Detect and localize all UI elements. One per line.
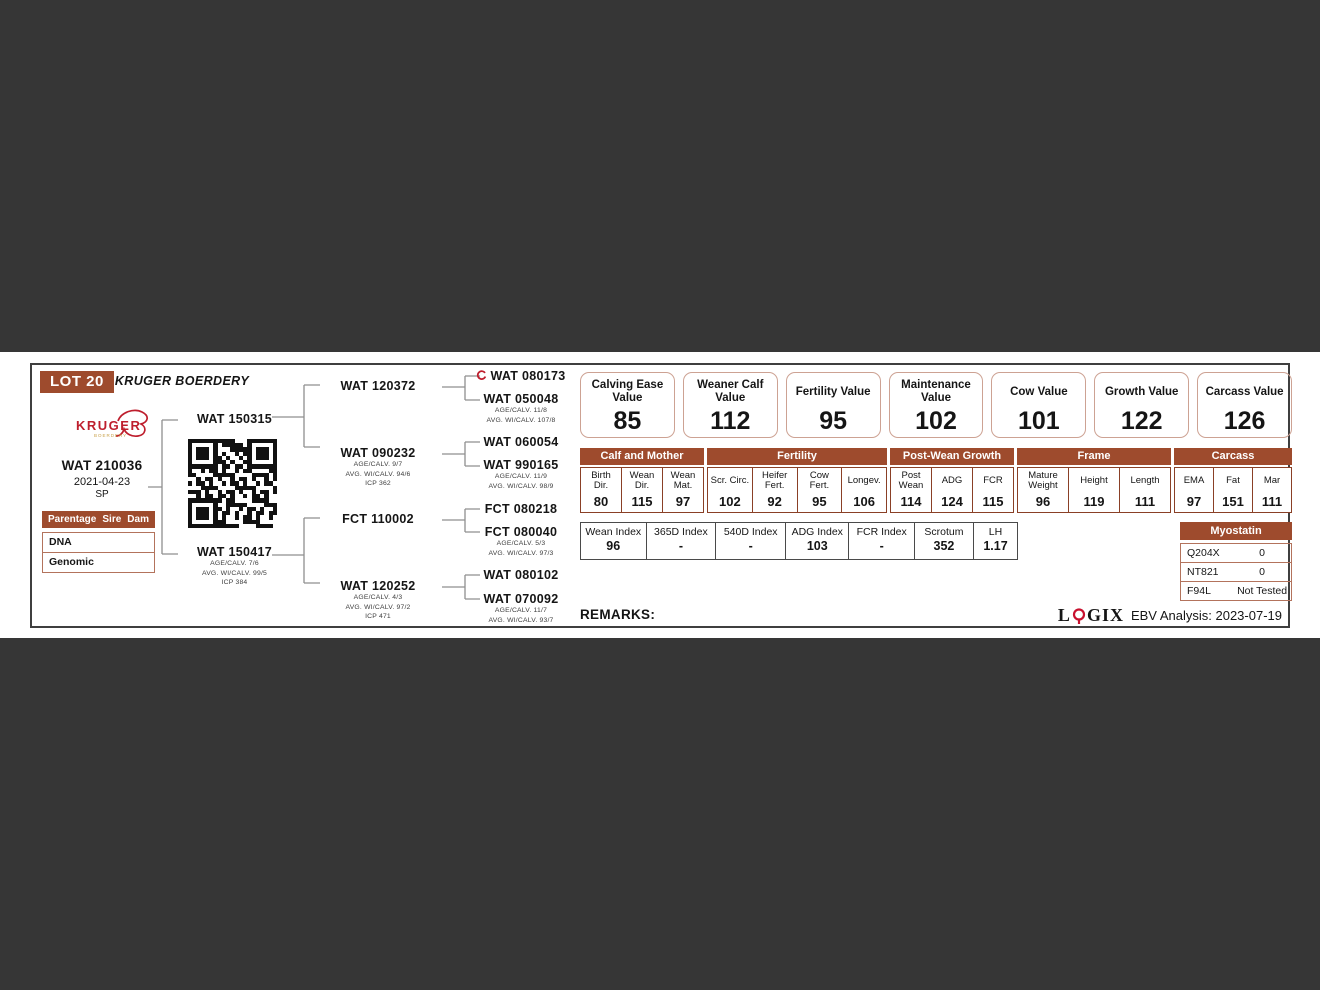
ebv-col-label: Mature Weight [1028,469,1058,491]
ebv-col-label: Fat [1226,474,1240,486]
ebv-group-post-wean-growth [890,448,1014,513]
pedigree-node [456,568,586,582]
animal-stat: AGE/CALV. 4/3 [353,594,403,601]
ebv-col-label: Wean Dir. [629,469,655,491]
ebv-col-value: 97 [675,494,691,509]
index-cell [581,523,647,559]
value-box-label: Fertility Value [795,385,871,398]
ebv-col-value: 119 [1083,494,1105,509]
ebv-col-value: 151 [1222,494,1244,509]
index-value: - [678,539,683,553]
ebv-col [932,468,973,512]
ebv-col-value: 96 [1035,494,1051,509]
animal-id: WAT 120252 [340,579,416,593]
index-value: 103 [806,539,828,553]
ebv-col [581,468,622,512]
animal-stat: AGE/CALV. 11/8 [494,407,548,414]
value-box-value: 112 [710,407,751,435]
parentage-header-label: Parentage [48,514,97,525]
myostatin-gene: F94L [1187,585,1211,597]
value-box-label: Cow Value [1010,385,1068,398]
animal-stat: AVG. WI/CALV. 99/5 [201,569,268,577]
myostatin-gene: Q204X [1187,547,1220,559]
value-box-calving-ease [580,372,675,438]
ebv-col-value: 111 [1134,494,1156,509]
ebv-col [1120,468,1170,512]
animal-stat: AGE/CALV. 7/6 [210,560,259,567]
parentage-header-dam: Dam [127,514,149,525]
animal-stat: AGE/CALV. 11/9 [494,473,548,480]
farm-name: KRUGER BOERDERY [114,374,250,388]
value-box-weaner-calf [683,372,778,438]
value-box-value: 85 [613,407,642,435]
ebv-col [1175,468,1214,512]
kruger-logo [74,405,158,452]
index-label: Wean Index [585,526,642,538]
ebv-analysis-date: EBV Analysis: 2023-07-19 [1130,608,1282,623]
ebv-col-label: Heifer Fert. [761,469,788,491]
index-label: FCR Index [856,526,907,538]
pedigree-node-sire [172,412,297,426]
animal-id: FCT 110002 [342,512,414,526]
ebv-table [580,448,1294,513]
animal-stat: AVG. WI/CALV. 97/2 [345,603,411,611]
index-value: 96 [606,539,621,553]
ebv-col-label: Scr. Circ. [710,474,750,486]
ebv-col-value: 115 [982,494,1004,509]
animal-id: WAT 150315 [196,412,273,426]
ebv-col [663,468,703,512]
pedigree-node [456,502,586,516]
logix-text: L [1057,605,1071,625]
animal-stat: ICP 384 [221,579,248,586]
myostatin-result: 0 [1259,566,1266,578]
animal-stat: AVG. WI/CALV. 93/7 [488,616,554,624]
index-label: LH [988,526,1003,538]
ebv-col-value: 106 [853,494,875,509]
ebv-col-value: 95 [812,494,827,509]
ebv-col-label: Height [1080,474,1108,486]
ebv-col-label: Birth Dir. [591,469,611,491]
myostatin-panel [1180,522,1292,601]
index-cell [849,523,915,559]
animal-birth-date: 2021-04-23 [73,476,131,488]
index-value: - [748,539,753,553]
animal-stat: AGE/CALV. 11/7 [494,607,548,614]
ebv-col [973,468,1013,512]
parentage-row-dna: DNA [43,533,154,553]
myostatin-header: Myostatin [1180,522,1292,540]
footer-right [1058,605,1282,626]
myostatin-row [1181,562,1291,581]
value-box-label: Carcass Value [1205,385,1284,398]
ebv-col-value: 97 [1186,494,1202,509]
index-cell [974,523,1017,559]
value-box-carcass [1197,372,1292,438]
pedigree-node [456,369,586,384]
animal-id: WAT 990165 [483,458,559,472]
index-cell [647,523,717,559]
animal-stat: AGE/CALV. 9/7 [353,461,403,468]
pedigree-node [313,446,443,489]
qr-code [188,439,277,528]
ebv-col [1069,468,1120,512]
animal-id: WAT 060054 [483,435,559,449]
ebv-col-value: 115 [631,494,653,509]
ebv-col-label: Cow Fert. [809,469,830,491]
logix-logo [1058,605,1124,626]
ebv-group-header: Calf and Mother [580,448,704,465]
animal-id: WAT 210036 [61,458,143,473]
value-box-value: 126 [1223,407,1266,435]
ebv-col [1253,468,1291,512]
animal-id: WAT 150417 [196,545,273,559]
ebv-col-label: ADG [941,474,963,486]
logix-o-icon [1072,607,1086,625]
animal-id: WAT 090232 [340,446,416,460]
value-box-row [580,372,1292,438]
ebv-group-calf-and-mother [580,448,704,513]
index-value: 1.17 [983,539,1008,553]
ebv-group-carcass [1174,448,1292,513]
ebv-group-fertility [707,448,887,513]
lot-badge: LOT 20 [40,371,114,393]
index-label: 365D Index [654,526,708,538]
index-cell [716,523,786,559]
ebv-col [753,468,798,512]
value-box-maintenance [889,372,984,438]
index-label: Scrotum [924,526,964,538]
animal-id: WAT 080102 [483,568,559,582]
pedigree-node [456,392,586,425]
index-value: - [879,539,884,553]
ebv-col-label: Length [1130,474,1160,486]
ebv-col-label: Mar [1263,474,1281,486]
ebv-col [1214,468,1253,512]
ebv-col-value: 111 [1261,494,1283,509]
animal-stat: AGE/CALV. 5/3 [496,540,546,547]
value-box-value: 122 [1120,407,1163,435]
animal-id: WAT 070092 [483,592,559,606]
animal-stat: AVG. WI/CALV. 98/9 [488,482,554,490]
logo-text: KRUGER [76,418,142,433]
animal-id: FCT 080218 [484,502,558,516]
myostatin-row [1181,581,1291,600]
pedigree-node [456,458,586,491]
value-box-label: Growth Value [1104,385,1179,398]
ebv-col-label: EMA [1183,474,1205,486]
index-value: 352 [933,539,955,553]
ebv-col [891,468,932,512]
value-box-cow [991,372,1086,438]
value-box-value: 101 [1018,407,1060,435]
ebv-group-header: Carcass [1174,448,1292,465]
ebv-col-label: Wean Mat. [670,469,696,491]
catalog-card [30,363,1290,628]
myostatin-result: Not Tested [1237,585,1288,597]
value-box-label: Calving Ease Value [591,379,664,404]
index-cell [915,523,974,559]
myostatin-gene: NT821 [1187,566,1219,578]
remarks-label: REMARKS: [580,607,656,622]
brand-icon [476,370,487,384]
value-box-value: 95 [819,407,848,435]
myostatin-row [1181,544,1291,562]
parentage-header-sire: Sire [102,514,122,525]
value-box-label: Weaner Calf Value [697,379,764,404]
ebv-col-value: 80 [593,494,609,509]
value-box-growth [1094,372,1189,438]
ebv-col [798,468,843,512]
ebv-col [1018,468,1069,512]
parentage-table [42,511,155,573]
pedigree-node [456,435,586,449]
pedigree-node [313,512,443,526]
ebv-col-label: Post Wean [898,469,924,491]
ebv-group-frame [1017,448,1171,513]
pedigree-node [456,525,586,558]
ebv-col-value: 114 [900,494,922,509]
animal-stat: ICP 362 [365,480,391,487]
parentage-header [42,511,155,528]
animal-summary [32,458,172,500]
logo-subtext: BOERDERY [94,433,128,438]
ebv-col [622,468,663,512]
ebv-group-header: Post-Wean Growth [890,448,1014,465]
ebv-col-label: FCR [983,474,1003,486]
ebv-col-value: 92 [767,494,782,509]
ebv-group-header: Fertility [707,448,887,465]
pedigree-node [313,579,443,622]
animal-stat: AVG. WI/CALV. 94/6 [345,470,411,478]
parentage-row-genomic: Genomic [49,556,94,568]
pedigree-node-dam [172,545,297,588]
ebv-col-label: Longev. [847,474,881,486]
ebv-col [842,468,886,512]
ebv-col-value: 102 [719,494,741,509]
ebv-col [708,468,753,512]
animal-id: FCT 080040 [484,525,558,539]
animal-stat: ICP 471 [365,613,391,620]
index-cell [786,523,849,559]
value-box-label: Maintenance Value [901,379,971,404]
ebv-col-value: 124 [941,494,963,509]
animal-id: WAT 050048 [483,392,559,406]
index-label: 540D Index [723,526,778,538]
index-table [580,522,1018,560]
value-box-value: 102 [915,407,957,435]
myostatin-result: 0 [1259,547,1266,559]
animal-id: WAT 120372 [340,379,416,393]
logix-text: GIX [1086,605,1124,625]
ebv-group-header: Frame [1017,448,1171,465]
animal-stat: AVG. WI/CALV. 107/8 [486,416,556,424]
pedigree-node [313,379,443,393]
pedigree-node [456,592,586,625]
index-label: ADG Index [791,526,843,538]
value-box-fertility [786,372,881,438]
animal-status-code: SP [95,489,109,500]
animal-stat: AVG. WI/CALV. 97/3 [488,549,554,557]
animal-id: WAT 080173 [490,369,566,383]
